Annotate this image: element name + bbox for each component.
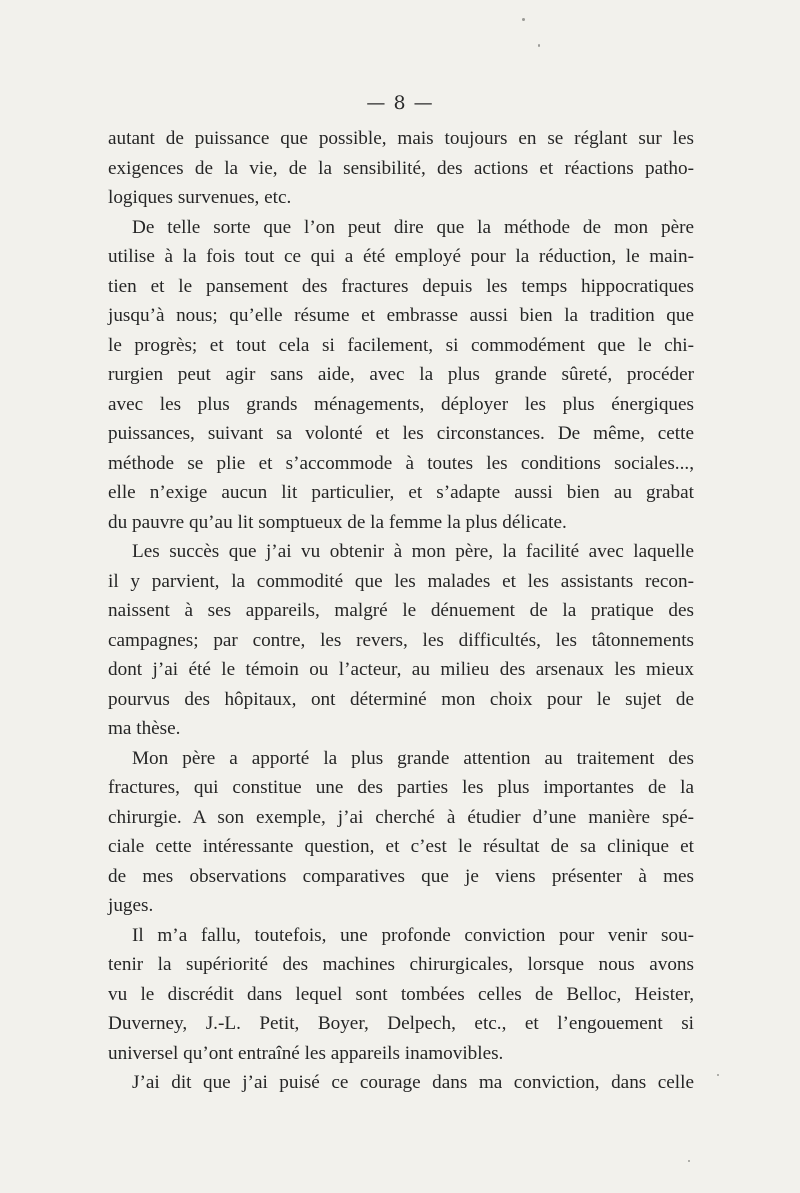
text-line: utilise à la fois tout ce qui a été employé pour la réduction, le main- bbox=[108, 246, 694, 267]
text-line: exigences de la vie, de la sensibilité, des actions et réactions patho- bbox=[108, 157, 694, 179]
text-line: juges. bbox=[108, 895, 154, 916]
paper-speck bbox=[688, 1160, 690, 1162]
text-line: méthode se plie et s’accommode à toutes les conditions sociales..., bbox=[108, 452, 694, 474]
page-number: — 8 — bbox=[366, 92, 434, 114]
text-line: elle n’exige aucun lit particulier, et s’adapte aussi bien au grabat bbox=[108, 482, 694, 503]
text-line: ciale cette intéressante question, et c’est le résultat de sa clinique et bbox=[108, 836, 694, 857]
text-line: Duverney, J.-L. Petit, Boyer, Delpech, etc., et l’engouement si bbox=[108, 1013, 694, 1034]
text-line: fractures, qui constitue une des parties les plus importantes de la bbox=[108, 777, 694, 798]
text-line: dont j’ai été le témoin ou l’acteur, au milieu des arsenaux les mieux bbox=[108, 659, 694, 680]
paper-speck bbox=[538, 44, 540, 47]
text-line: ma thèse. bbox=[108, 718, 181, 739]
text-line: il y parvient, la commodité que les malades et les assistants recon- bbox=[108, 570, 694, 592]
text-line: Mon père a apporté la plus grande attention au traitement des bbox=[132, 747, 694, 769]
text-line: jusqu’à nous; qu’elle résume et embrasse aussi bien la tradition que bbox=[108, 305, 694, 326]
text-line: tenir la supériorité des machines chirurgicales, lorsque nous avons bbox=[108, 954, 694, 975]
paper-speck bbox=[522, 18, 525, 21]
text-line: rurgien peut agir sans aide, avec la plus grande sûreté, procéder bbox=[108, 364, 694, 385]
text-line: autant de puissance que possible, mais toujours en se réglant sur les bbox=[108, 128, 694, 149]
paper-speck bbox=[717, 1074, 719, 1076]
text-line: J’ai dit que j’ai puisé ce courage dans ma conviction, dans celle bbox=[132, 1072, 694, 1093]
text-line: pourvus des hôpitaux, ont déterminé mon choix pour le sujet de bbox=[108, 688, 694, 710]
text-line: avec les plus grands ménagements, déployer les plus énergiques bbox=[108, 393, 694, 415]
text-line: Il m’a fallu, toutefois, une profonde conviction pour venir sou- bbox=[132, 924, 694, 946]
text-line: puissances, suivant sa volonté et les circonstances. De même, cette bbox=[108, 423, 694, 444]
text-line: naissent à ses appareils, malgré le dénuement de la pratique des bbox=[108, 600, 694, 621]
text-line: de mes observations comparatives que je viens présenter à mes bbox=[108, 865, 694, 887]
body-text bbox=[108, 124, 694, 1098]
text-line: tien et le pansement des fractures depuis les temps hippocratiques bbox=[108, 275, 694, 297]
text-line: chirurgie. A son exemple, j’ai cherché à étudier d’une manière spé- bbox=[108, 806, 694, 828]
text-line: du pauvre qu’au lit somptueux de la femme la plus délicate. bbox=[108, 511, 567, 533]
text-line: Les succès que j’ai vu obtenir à mon père, la facilité avec laquelle bbox=[132, 541, 694, 562]
text-line: universel qu’ont entraîné les appareils inamovibles. bbox=[108, 1042, 504, 1064]
text-line: vu le discrédit dans lequel sont tombées celles de Belloc, Heister, bbox=[108, 983, 694, 1005]
text-line: De telle sorte que l’on peut dire que la méthode de mon père bbox=[132, 216, 694, 238]
text-line: le progrès; et tout cela si facilement, si commodément que le chi- bbox=[108, 334, 694, 356]
text-line: campagnes; par contre, les revers, les difficultés, les tâtonnements bbox=[108, 629, 694, 651]
text-line: logiques survenues, etc. bbox=[108, 187, 292, 208]
